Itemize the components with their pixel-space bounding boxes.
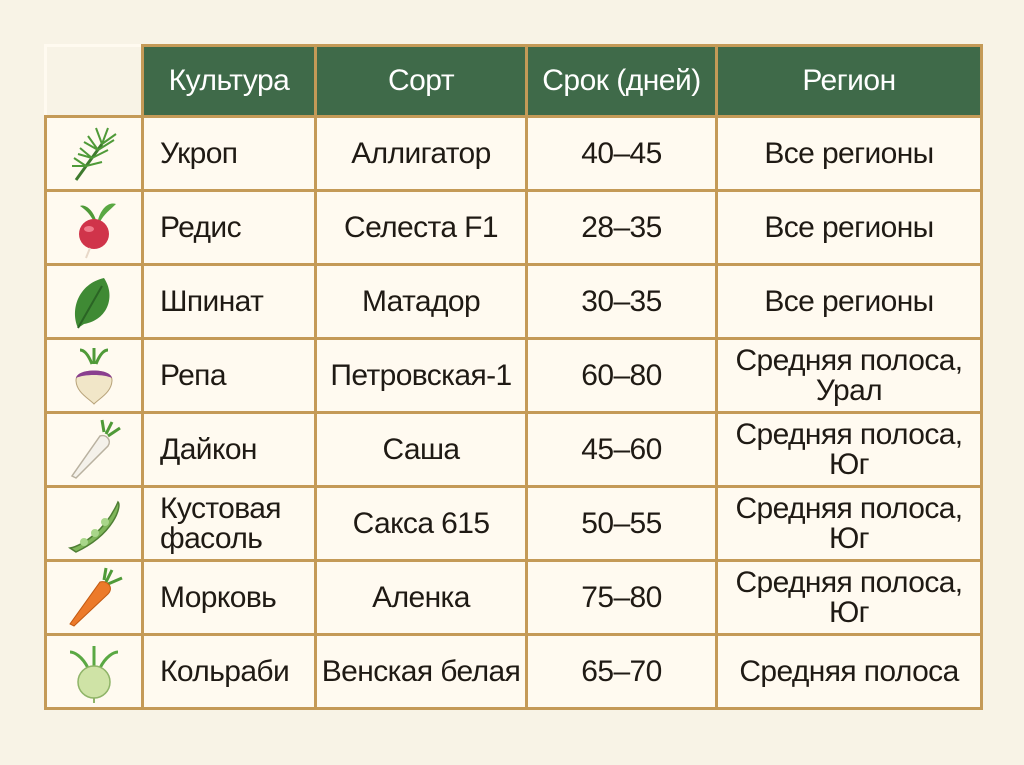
days: 40–45 xyxy=(527,117,717,191)
region: Все регионы xyxy=(717,265,982,339)
days: 30–35 xyxy=(527,265,717,339)
row-icon-cell xyxy=(46,635,143,709)
header-crop: Культура xyxy=(143,46,316,117)
region: Все регионы xyxy=(717,191,982,265)
table-row xyxy=(46,265,982,339)
table-row xyxy=(46,191,982,265)
region: Средняя полоса, Юг xyxy=(717,413,982,487)
header-days: Срок (дней) xyxy=(527,46,717,117)
variety: Венская белая xyxy=(316,635,527,709)
table-row xyxy=(46,635,982,709)
days: 65–70 xyxy=(527,635,717,709)
turnip-icon xyxy=(62,344,126,408)
region: Все регионы xyxy=(717,117,982,191)
row-icon-cell xyxy=(46,265,143,339)
days: 50–55 xyxy=(527,487,717,561)
row-icon-cell xyxy=(46,413,143,487)
variety: Сакса 615 xyxy=(316,487,527,561)
header-corner xyxy=(46,46,143,117)
region: Средняя полоса xyxy=(717,635,982,709)
table-row xyxy=(46,117,982,191)
table-header-row xyxy=(46,46,982,117)
region: Средняя полоса, Юг xyxy=(717,487,982,561)
row-icon-cell xyxy=(46,191,143,265)
bean-pod-icon xyxy=(62,492,126,556)
table-row xyxy=(46,487,982,561)
crop-name: Кольраби xyxy=(143,635,316,709)
crop-table xyxy=(44,44,983,710)
header-variety: Сорт xyxy=(316,46,527,117)
region: Средняя полоса, Юг xyxy=(717,561,982,635)
crop-name: Шпинат xyxy=(143,265,316,339)
variety: Саша xyxy=(316,413,527,487)
crop-name: Репа xyxy=(143,339,316,413)
crop-name: Укроп xyxy=(143,117,316,191)
row-icon-cell xyxy=(46,487,143,561)
crop-name: Морковь xyxy=(143,561,316,635)
row-icon-cell xyxy=(46,117,143,191)
table-row xyxy=(46,413,982,487)
daikon-icon xyxy=(62,418,126,482)
radish-icon xyxy=(62,196,126,260)
table-row xyxy=(46,339,982,413)
days: 45–60 xyxy=(527,413,717,487)
variety: Матадор xyxy=(316,265,527,339)
row-icon-cell xyxy=(46,561,143,635)
days: 75–80 xyxy=(527,561,717,635)
spinach-leaf-icon xyxy=(62,270,126,334)
region: Средняя полоса, Урал xyxy=(717,339,982,413)
kohlrabi-icon xyxy=(62,640,126,704)
crop-name: Кустовая фасоль xyxy=(143,487,316,561)
variety: Петровская-1 xyxy=(316,339,527,413)
days: 60–80 xyxy=(527,339,717,413)
dill-icon xyxy=(62,122,126,186)
table-row xyxy=(46,561,982,635)
row-icon-cell xyxy=(46,339,143,413)
crop-table-container xyxy=(44,44,983,710)
crop-name: Редис xyxy=(143,191,316,265)
days: 28–35 xyxy=(527,191,717,265)
carrot-icon xyxy=(62,566,126,630)
variety: Аллигатор xyxy=(316,117,527,191)
crop-name: Дайкон xyxy=(143,413,316,487)
variety: Аленка xyxy=(316,561,527,635)
header-region: Регион xyxy=(717,46,982,117)
variety: Селеста F1 xyxy=(316,191,527,265)
